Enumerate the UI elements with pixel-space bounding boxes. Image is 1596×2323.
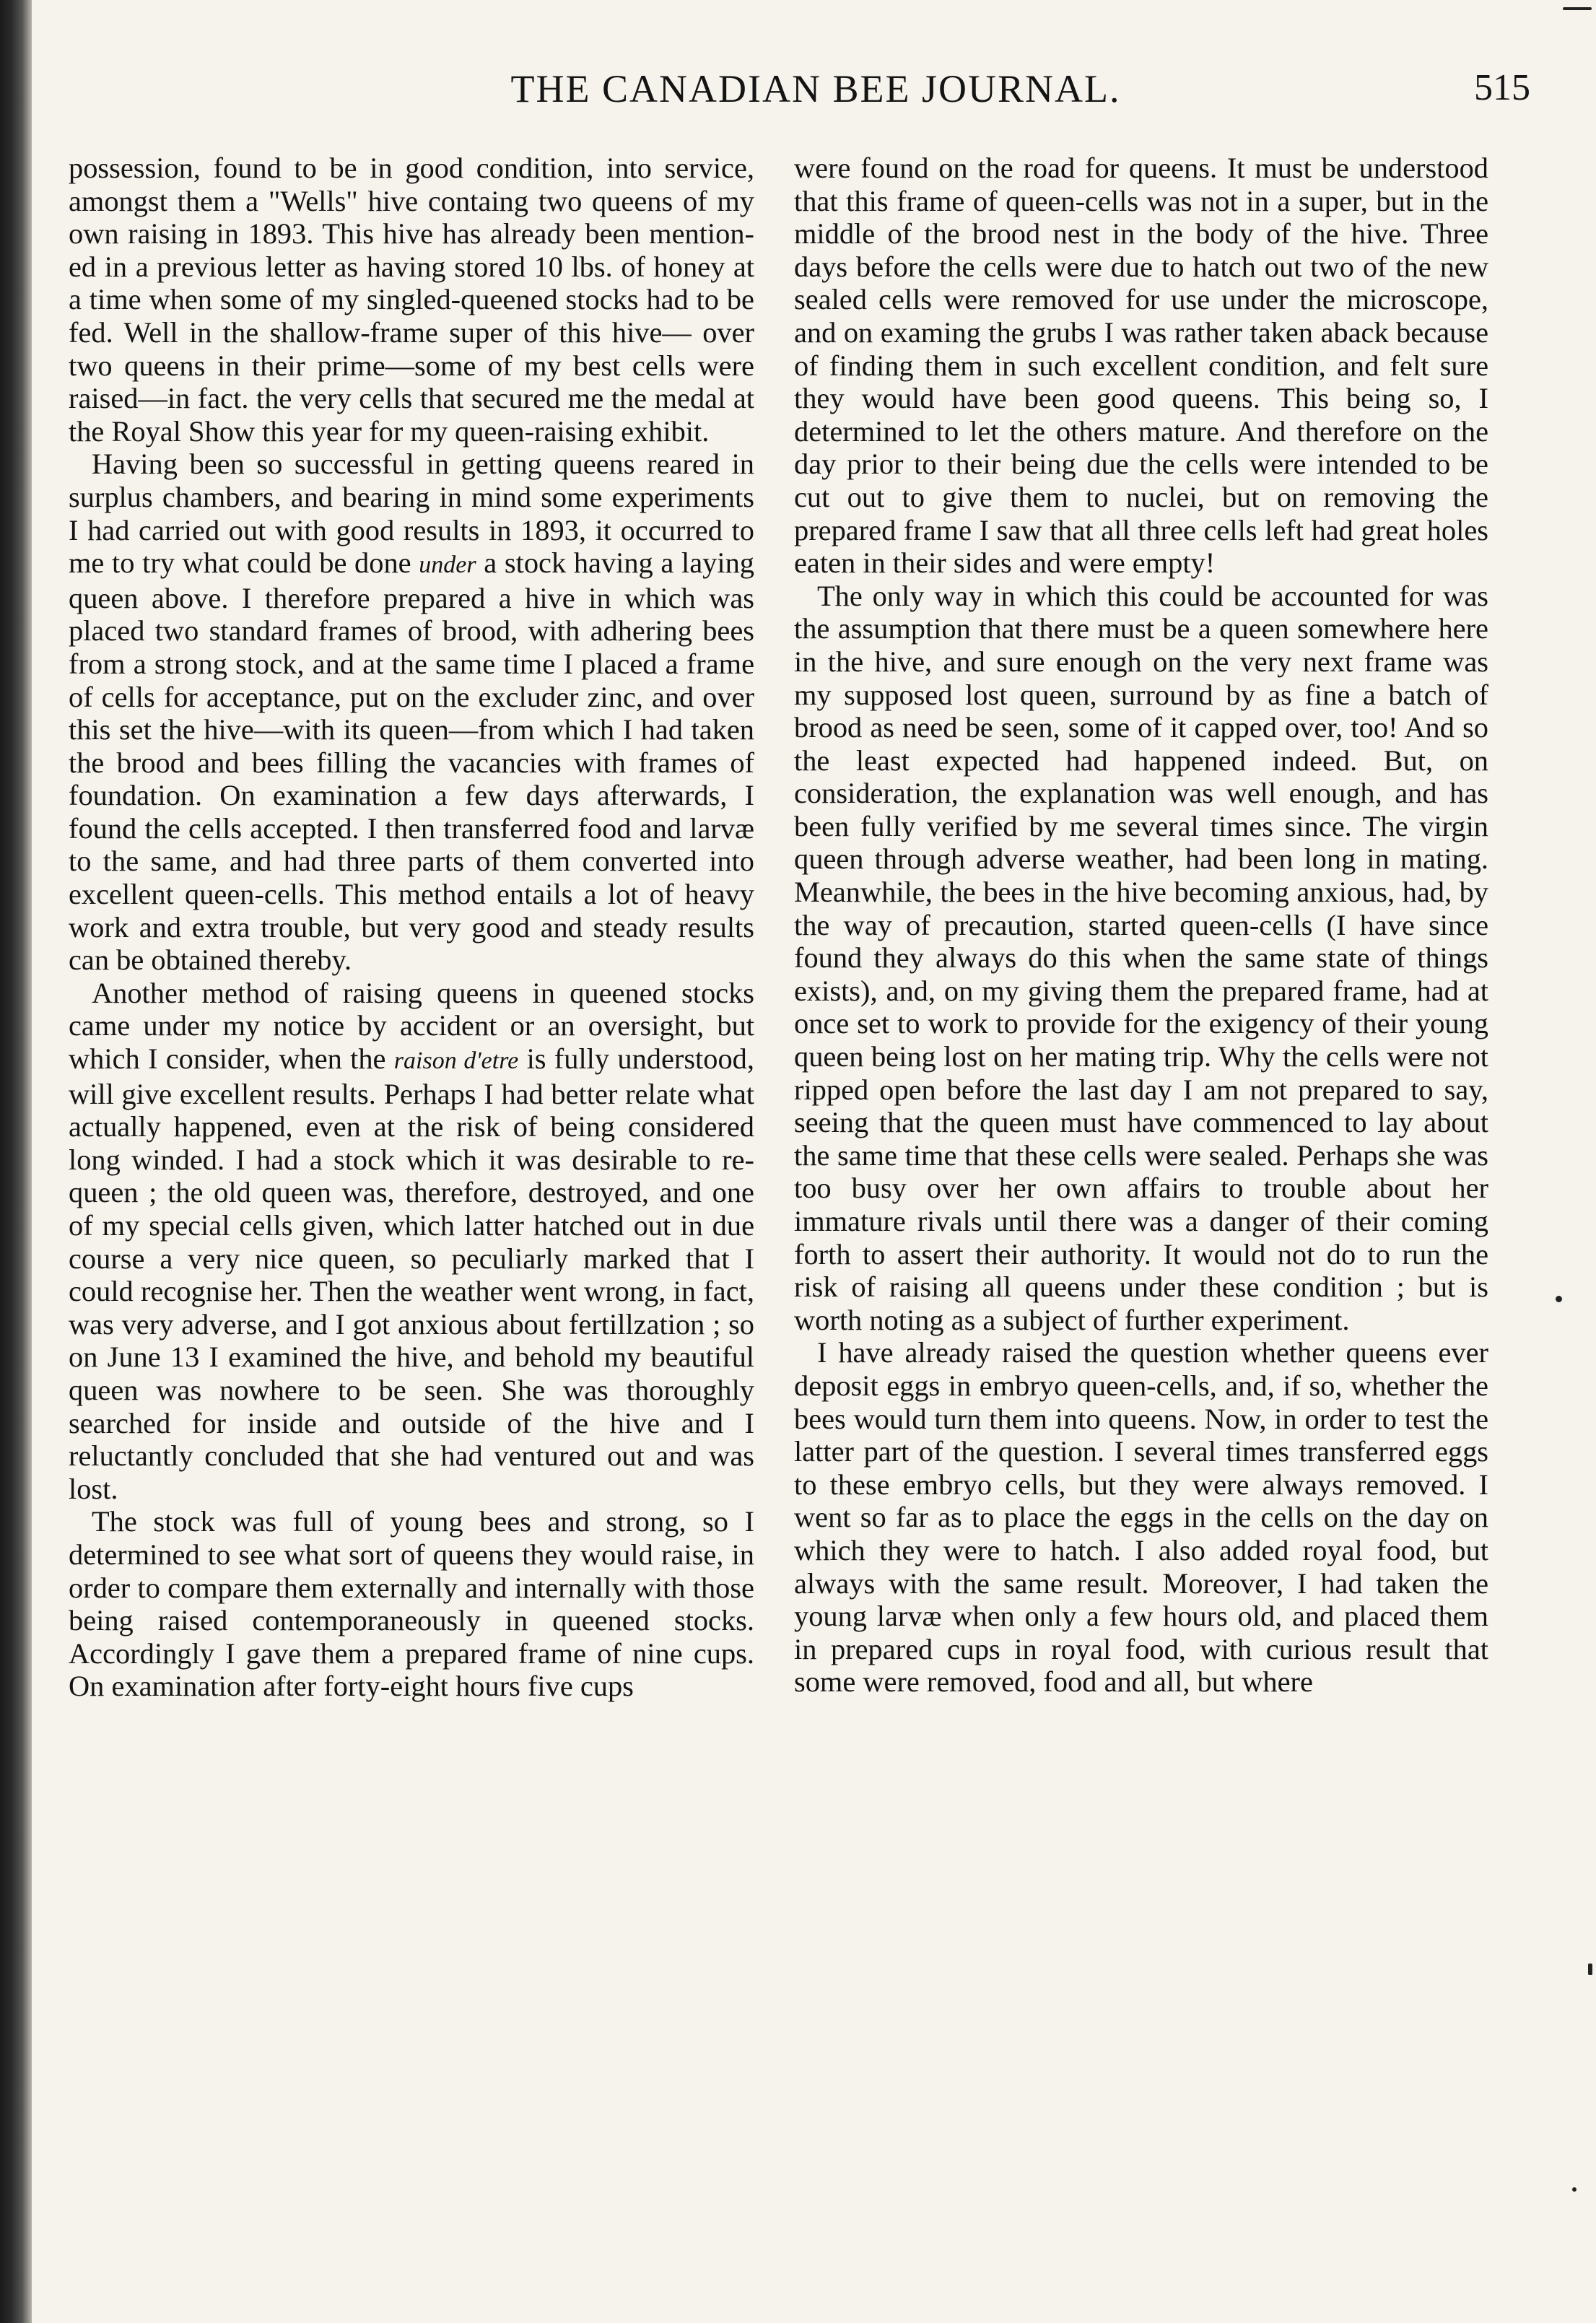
text-line: in the shallow-frame super of this hive— xyxy=(189,315,692,349)
text-line: 1893. This hive has already been mention- xyxy=(248,217,754,250)
text-line: containg two queens of my own raising in xyxy=(69,184,754,250)
text-line: ed in a previous letter as having stored 10 xyxy=(69,250,563,283)
text-line: lbs. of honey at a time when some of my xyxy=(69,250,754,316)
italic-under: under xyxy=(419,552,476,579)
print-speck xyxy=(1556,1296,1562,1302)
paragraph-another-method: Another method of raising queens in queened stocks came under my notice by accident or an oversight, but which I consider, when the raison d'etre is fully understood, will give excellent results. Perhaps I had better relate what actually happened, even at the risk of being considered long winded. I had a stock which it was desirable to re-queen ; the old queen was, therefore, destroyed, and one of my special cells given, which latter hatched out in due course a very nice queen, so peculiarly marked that I could recognise her. Then the weather went wrong, in fact, was very adverse, and I got anxious about fertillzation ; so on June 13 I examined the hive, and behold my beautiful queen was nowhere to be seen. She was thoroughly searched for inside and outside of the hive and I reluctantly concluded that she had ventured out and was lost. xyxy=(69,976,754,1505)
left-column xyxy=(69,152,754,1703)
paragraph-continued xyxy=(69,152,754,448)
journal-title: THE CANADIAN BEE JOURNAL. xyxy=(510,67,1121,110)
running-header xyxy=(65,66,1530,124)
print-speck xyxy=(1588,1964,1592,1975)
text-line: cells that secured me the medal at the xyxy=(69,382,754,448)
print-speck xyxy=(1563,7,1592,10)
text-line: my best cells were raised—in fact. the very xyxy=(69,349,754,415)
text-line: singled-queened stocks had to be fed. Well xyxy=(69,283,754,349)
text-line: exhibit. xyxy=(621,414,710,448)
page-binding-edge xyxy=(0,0,32,2323)
paragraph-young-bees: The stock was full of young bees and strong, so I determined to see what sort of queens they would raise, in order to compare them externally and internally with those being raised contemporaneously in queened stocks. Accordingly I gave them a prepared frame of nine cups. On examination after forty-eight hours five cups xyxy=(69,1505,754,1703)
paragraph-only-way: The only way in which this could be accounted for was the assumption that there must be a queen somewhere here in the hive, and sure enough on the very next frame was my supposed lost queen, surround by as fine a batch of brood as need be seen, some of it capped over, too! And so the least expected had happened indeed. But, on consideration, the explanation was well enough, and has been fully verified by me several times since. The virgin queen through adverse weather, had been long in mating. Meanwhile, the bees in the hive becoming anxious, had, by the way of precaution, started queen-cells (I have since found they always do this when the same state of things exists), and, on my giving them the prepared frame, had at once set to work to provide for the exigency of their young queen being lost on her mating trip. Why the cells were not ripped open before the last day I am not prepared to say, seeing that the queen must have commenced to lay about the same time that these cells were sealed. Perhaps she was too busy over her own affairs to trouble about her immature rivals until there was a danger of their coming forth to assert their authority. It would not do to run the risk of raising all queens under these condition ; but is worth noting as a subject of further experiment. xyxy=(794,579,1488,1336)
text-line: Royal Show this year for my queen-raising xyxy=(111,414,614,448)
text-line: over two queens in their prime—some of xyxy=(69,315,754,382)
right-column xyxy=(794,152,1488,1699)
text-line: into service, amongst them a "Wells" hive xyxy=(69,152,755,217)
print-speck xyxy=(1572,2187,1577,2192)
paragraph-surplus-chambers: Having been so successful in getting queens reared in surplus chambers, and bearing in mind some experiments I had carried out with good results in 1893, it occurred to me to try what could be done under a stock having a laying queen above. I therefore prepared a hive in which was placed two standard frames of brood, with adhering bees from a strong stock, and at the same time I placed a frame of cells for acceptance, put on the excluder zinc, and over this set the hive—with its queen—from which I had taken the brood and bees filling the vacancies with frames of foundation. On examination a few days afterwards, I found the cells accepted. I then transferred food and larvæ to the same, and had three parts of them converted into excellent queen-cells. This method entails a lot of heavy work and extra trouble, but very good and steady results can be obtained thereby. xyxy=(69,448,754,977)
paragraph-road-for-queens: were found on the road for queens. It must be understood that this frame of queen-cells was not in a super, but in the middle of the brood nest in the body of the hive. Three days before the cells were due to hatch out two of the new sealed cells were removed for use under the microscope, and on examing the grubs I was rather taken aback because of finding them in such excellent condition, and felt sure they would have been good queens. This being so, I determined to let the others mature. And therefore on the day prior to their being due the cells were intended to be cut out to give them to nuclei, but on removing the prepared frame I saw that all three cells left had great holes eaten in their sides and were empty! xyxy=(794,152,1488,580)
page-number: 515 xyxy=(1474,67,1530,108)
text-line: possession, found to be in good condition, xyxy=(69,152,594,184)
paragraph-already-raised: I have already raised the question whether queens ever deposit eggs in embryo queen-cells, and, if so, whether the bees would turn them into queens. Now, in order to test the latter part of the question. I several times transferred eggs to these embryo cells, but they were always removed. I went so far as to place the eggs in the cells on the day on which they were to hatch. I also added royal food, but always with the same result. Moreover, I had taken the young larvæ when only a few hours old, and placed them in prepared cups in royal food, with curious result that some were removed, food and all, but where xyxy=(794,1336,1488,1699)
italic-raison-detre: raison d'etre xyxy=(393,1047,519,1075)
